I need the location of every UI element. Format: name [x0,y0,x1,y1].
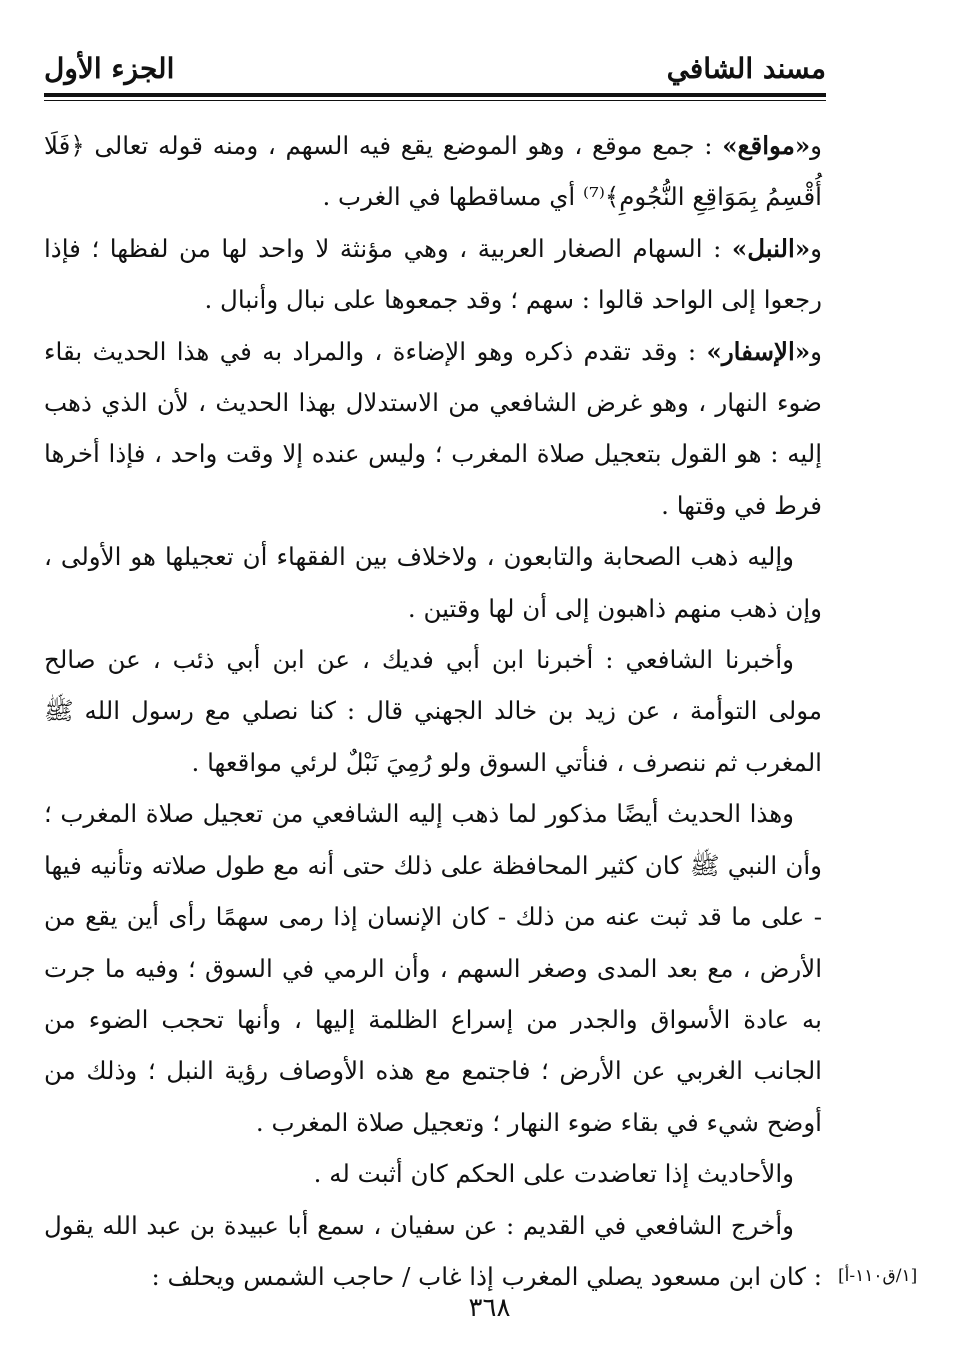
header-rule-thick [44,93,826,97]
paragraph: وأخبرنا الشافعي : أخبرنا ابن أبي فديك ، عن ابن أبي ذئب ، عن صالح مولى التوأمة ، عن زيد بن خالد الجهني قال : كنا نصلي مع رسول الله ﷺ المغرب ثم ننصرف ، فنأتي السوق ولو رُمِيَ نَبْلٌ لرئي مواقعها . [44,645,822,777]
paragraph: وإليه ذهب الصحابة والتابعون ، ولاخلاف بين الفقهاء أن تعجيلها هو الأولى ، وإن ذهب منهم ذاهبون إلى أن لها وقتين . [44,542,822,623]
book-title: مسند الشافي [666,52,826,85]
margin-manuscript-note: [١/ق١١٠-أ] [838,1266,918,1286]
running-header [44,52,826,88]
header-rule-thin [44,100,826,101]
page-body [44,120,822,1302]
paragraph: وأخرج الشافعي في القديم : عن سفيان ، سمع أبا عبيدة بن عبد الله يقول : كان ابن مسعود يصلي المغرب إذا غاب / حاجب الشمس ويحلف : [44,1210,822,1291]
paragraph: و«الإسفار» : وقد تقدم ذكره وهو الإضاءة ، والمراد به في هذا الحديث بقاء ضوء النهار ، وهو غرض الشافعي من الاستدلال بهذا الحديث ، لأن الذي ذهب إليه : هو القول بتعجيل صلاة المغرب ؛ وليس عنده إلا وقت واحد ، فإذا أخرها فرط في وقتها . [44,336,822,520]
paragraph: و«مواقع» : جمع موقع ، وهو الموضع يقع فيه السهم ، ومنه قوله تعالى ﴿فَلَا أُقْسِمُ بِمَوَاقِعِ النُّجُومِ﴾⁽⁷⁾ أي مساقطها في الغرب . [44,131,822,212]
defined-term: «النبل» [731,233,811,263]
paragraph: والأحاديث إذا تعاضدت على الحكم كان أثبت له . [313,1159,794,1189]
page-number: ٣٦٨ [468,1293,511,1323]
defined-term: «مواقع» [722,131,811,160]
paragraph: وهذا الحديث أيضًا مذكور لما ذهب إليه الشافعي من تعجيل صلاة المغرب ؛ وأن النبي ﷺ كان كثير المحافظة على ذلك حتى أنه مع طول صلاته وتأنيه فيها - على ما قد ثبت عنه من ذلك - كان الإنسان إذا رمى سهمًا رأى أين يقع من الأرض ، مع بعد المدى وصغر السهم ، وأن الرمي في السوق ؛ وفيه ما جرت به عادة الأسواق والجدر من إسراع الظلمة إليها ، وأنها تحجب الضوء من الجانب الغربي عن الأرض ؛ فاجتمع مع هذه الأوصاف رؤية النبل ؛ وذلك من أوضح شيء في بقاء ضوء النهار ؛ وتعجيل صلاة المغرب . [44,799,822,1137]
defined-term: «الإسفار» [706,336,811,366]
paragraph: و«النبل» : السهام الصغار العربية ، وهي مؤنثة لا واحد لها من لفظها ؛ فإذا رجعوا إلى الواحد قالوا : سهم ؛ وقد جمعوها على نبال وأنبال . [44,233,822,315]
volume-label: الجزء الأول [44,52,175,85]
